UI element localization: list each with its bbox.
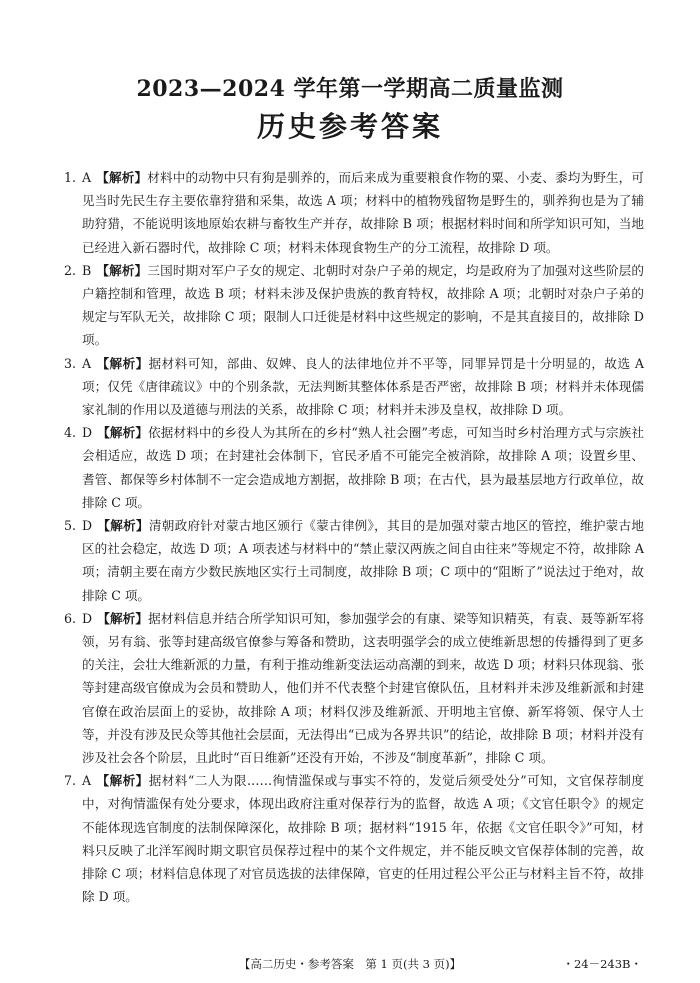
item-answer: D	[82, 425, 93, 441]
answer-item-2	[64, 259, 644, 352]
answer-item-6	[64, 607, 644, 769]
page-title-line1: 2023—2024 学年第一学期高二质量监测	[136, 76, 564, 102]
footer-page-info: 【高二历史・参考答案 第 1 页(共 3 页)】	[238, 957, 462, 971]
item-number: 1.	[64, 170, 77, 185]
item-text: 据材料“二人为限……徇情滥保或与事实不符的，发觉后须受处分”可知，文官保荐制度中，对徇情滥保有处分要求，体现出政府注重对保荐行为的监督，故选 A 项；《文官任职令》的规定不能体现选官制度的法制保障深化，故排除 B 项；据材料“1915 年，依据《文官任职令》”可知，材料只反映了北洋军阀时期文职官员保荐过程中的某个文件规定，并不能反映文官保荐体制的完善，故排除 C 项；材料信息体现了对官员选拔的法律保障，官吏的任用过程公平公正与材料主旨不符，故排除 D 项。	[82, 773, 644, 905]
item-number: 5.	[64, 518, 77, 534]
analysis-tag: 【解析】	[96, 170, 148, 185]
item-text: 三国时期对军户子女的规定、北朝时对杂户子弟的规定，均是政府为了加强对这些阶层的户籍控制和管理，故选 B 项；材料未涉及保护贵族的教育特权，故排除 A 项；北朝时对杂户子弟的规定与军队无关，故排除 C 项；限制人口迁徙是材料中这些规定的影响，不是其直接目的，故排除 D 项。	[82, 262, 645, 348]
analysis-tag: 【解析】	[97, 610, 149, 626]
answer-item-4	[64, 421, 644, 514]
item-text: 清朝政府针对蒙古地区颁行《蒙古律例》，其目的是加强对蒙古地区的管控，维护蒙古地区的社会稳定，故选 D 项；A 项表述与材料中的“禁止蒙汉两族之间自由往来”等规定不符，故排除 A 项；清朝主要在南方少数民族地区实行土司制度，故排除 B 项；C 项中的“阻断了”说法过于绝对，故排除 C 项。	[82, 518, 645, 603]
item-answer: A	[82, 355, 92, 371]
answer-item-5	[64, 514, 644, 607]
answer-item-1	[64, 166, 644, 259]
page-footer	[0, 955, 700, 973]
item-text: 材料中的动物中只有狗是驯养的，而后来成为重要粮食作物的粟、小麦、黍均为野生，可见当时先民生存主要依靠狩猎和采集，故选 A 项；材料中的植物残留物是野生的，驯养狗也是为了辅助狩猎，不能说明该地原始农耕与畜牧生产并存，故排除 B 项；根据材料时间和所学知识可知，当地已经进入新石器时代，故排除 C 项；材料未体现食物生产的分工流程，故排除 D 项。	[82, 170, 645, 255]
analysis-tag: 【解析】	[96, 355, 149, 371]
item-answer: B	[82, 262, 92, 278]
item-answer: D	[82, 518, 93, 534]
item-text: 据材料可知，部曲、奴婢、良人的法律地位并不平等，同罪异罚是十分明显的，故选 A 项；仅凭《唐律疏议》中的个别条款，无法判断其整体体系是否严密，故排除 B 项；材料并未体现儒家礼制的作用以及道德与刑法的关系，故排除 C 项；材料并未涉及皇权，故排除 D 项。	[82, 355, 645, 418]
analysis-tag: 【解析】	[96, 262, 148, 278]
item-number: 3.	[64, 355, 77, 371]
item-answer: D	[82, 610, 93, 626]
analysis-tag: 【解析】	[96, 773, 149, 789]
item-number: 6.	[64, 610, 77, 626]
item-number: 7.	[64, 773, 77, 789]
item-answer: A	[82, 773, 92, 789]
item-answer: A	[82, 170, 92, 185]
item-number: 4.	[64, 425, 77, 441]
page-title-line2: 历史参考答案	[256, 110, 443, 143]
footer-code: ・24－243B・	[562, 957, 642, 971]
answer-list	[64, 166, 644, 909]
analysis-tag: 【解析】	[97, 518, 149, 534]
analysis-tag: 【解析】	[97, 425, 149, 441]
item-text: 据材料信息并结合所学知识可知，参加强学会的有康、梁等知识精英，有袁、聂等新军将领，另有翁、张等封建高级官僚参与筹备和赞助，这表明强学会的成立使维新思想的传播得到了更多的关注，会壮大维新派的力量，有利于推动维新变法运动高潮的到来，故选 D 项；材料只体现翁、张等封建高级官僚成为会员和赞助人，他们并不代表整个封建官僚队伍，且材料并未涉及维新派和封建官僚在政治层面上的妥协，故排除 A 项；材料仅涉及维新派、开明地主官僚、新军将领、保守人士等，并没有涉及民众等其他社会层面，无法得出“已成为各界共识”的结论，故排除 B 项；材料并没有涉及社会各个阶层，且此时“百日维新”还没有开始，不涉及“制度革新”，排除 C 项。	[82, 610, 645, 766]
item-text: 依据材料中的乡役人为其所在的乡村“熟人社会圈”考虑，可知当时乡村治理方式与宗族社会相适应，故选 D 项；在封建社会体制下，官民矛盾不可能完全被消除，故排除 A 项；设置乡里、耆管、都保等乡村体制不一定会造成地方割据，故排除 B 项；在古代，县为最基层地方行政单位，故排除 C 项。	[82, 425, 644, 510]
item-number: 2.	[64, 262, 77, 278]
answer-item-3	[64, 352, 644, 422]
answer-item-7	[64, 769, 644, 908]
